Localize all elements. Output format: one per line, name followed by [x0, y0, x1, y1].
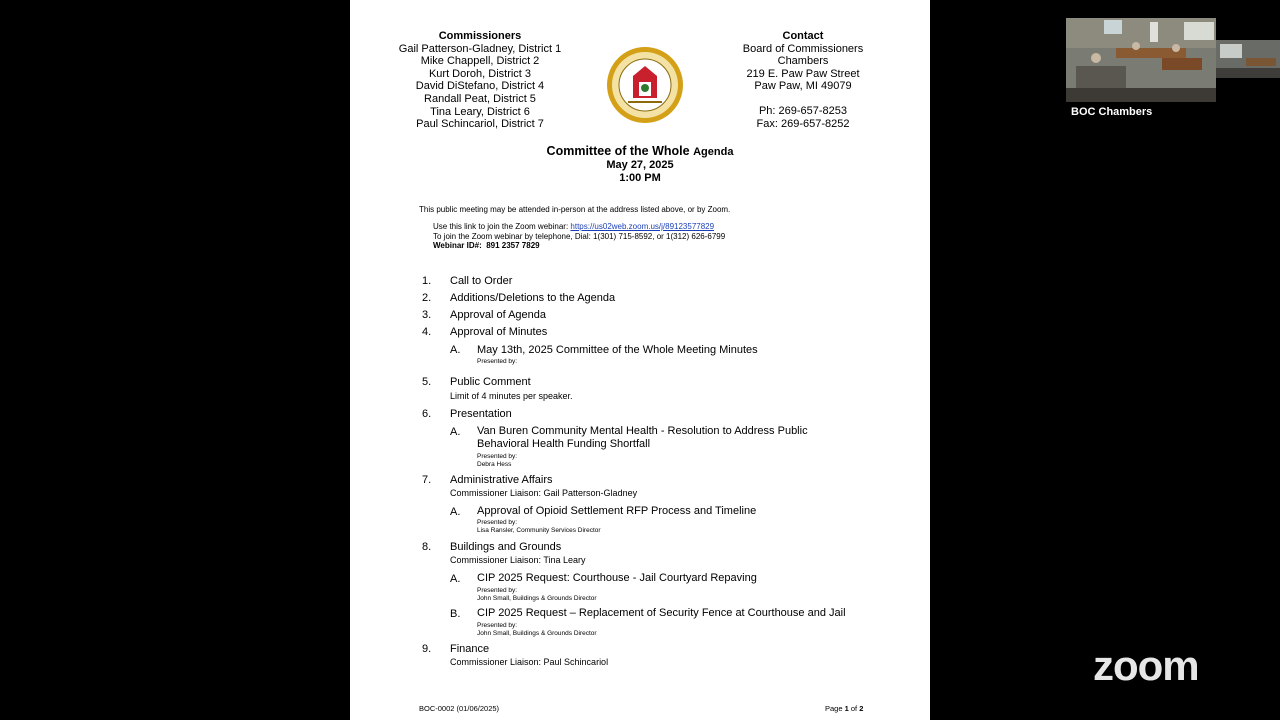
public-comment-note: Limit of 4 minutes per speaker. [450, 391, 573, 401]
presented-by-label: Presented by: [477, 358, 518, 365]
agenda-title: Committee of the Whole Agenda [546, 144, 734, 158]
item-number: 8. [422, 541, 432, 553]
subitem-presentation: Van Buren Community Mental Health - Resolution to Address Public Behavioral Health Funding Shortfall [477, 425, 808, 450]
item-number: 2. [422, 292, 432, 304]
room-scene-icon [1216, 40, 1280, 78]
contact-phone: Ph: 269-657-8253 [758, 104, 848, 117]
presented-by-block: Presented by: John Small, Buildings & Grounds Director [477, 587, 597, 602]
item-public-comment: Public Comment [450, 376, 531, 388]
subitem-opioid-rfp: Approval of Opioid Settlement RFP Process and Timeline [477, 505, 757, 517]
presented-by-block: Presented by: Lisa Ransler, Community Services Director [477, 519, 601, 534]
item-number: 4. [422, 326, 432, 338]
agenda-date: May 27, 2025 [606, 159, 674, 171]
item-finance: Finance [450, 643, 490, 655]
item-number: 9. [422, 643, 432, 655]
zoom-link[interactable]: https://us02web.zoom.us/j/89123577829 [570, 222, 715, 231]
participant-video-secondary[interactable] [1216, 40, 1280, 78]
contact-heading: Contact [782, 30, 824, 42]
item-approval-minutes: Approval of Minutes [450, 326, 548, 338]
presented-by-block: Presented by: Debra Hess [477, 453, 518, 468]
contact-block [723, 30, 883, 130]
room-scene-icon [1066, 18, 1216, 102]
presented-by-block: Presented by: John Small, Buildings & Grounds Director [477, 622, 597, 637]
item-additions-deletions: Additions/Deletions to the Agenda [450, 292, 616, 304]
item-buildings-grounds: Buildings and Grounds [450, 541, 562, 553]
commissioner-3: Kurt Doroh, District 3 [428, 67, 532, 80]
webinar-label: Webinar ID#: [433, 241, 482, 250]
zoom-logo: zoom [1093, 642, 1199, 689]
item-administrative-affairs: Administrative Affairs [450, 474, 553, 486]
zoom-link-prefix: Use this link to join the Zoom webinar: [433, 222, 569, 231]
item-number: 6. [422, 408, 432, 420]
admin-liaison: Commissioner Liaison: Gail Patterson-Gladney [450, 488, 638, 498]
commissioner-4: David DiStefano, District 4 [415, 80, 545, 93]
contact-line-1: Board of Commissioners [742, 42, 864, 55]
shared-document [350, 0, 930, 720]
subitem-letter: A. [450, 426, 461, 438]
subitem-minutes: May 13th, 2025 Committee of the Whole Meeting Minutes [477, 344, 758, 356]
commissioner-5: Randall Peat, District 5 [424, 92, 536, 105]
commissioners-block [380, 30, 580, 131]
contact-line-4: Paw Paw, MI 49079 [754, 80, 852, 93]
participant-label: BOC Chambers [1071, 106, 1153, 118]
item-presentation: Presentation [450, 408, 512, 420]
webinar-id: 891 2357 7829 [486, 241, 540, 250]
subitem-letter: A. [450, 573, 461, 585]
item-number: 3. [422, 309, 432, 321]
subitem-letter: B. [450, 608, 461, 620]
item-number: 7. [422, 474, 432, 486]
bg-liaison: Commissioner Liaison: Tina Leary [450, 555, 586, 565]
subitem-letter: A. [450, 506, 461, 518]
contact-line-2: Chambers [777, 55, 829, 68]
item-approval-agenda: Approval of Agenda [450, 309, 547, 321]
item-call-to-order: Call to Order [450, 275, 513, 287]
commissioner-7: Paul Schincariol, District 7 [416, 118, 544, 131]
zoom-info [433, 222, 725, 251]
item-number: 1. [422, 275, 432, 287]
zoom-phone-line: To join the Zoom webinar by telephone, Dial: 1(301) 715-8592, or 1(312) 626-6799 [433, 231, 726, 241]
meeting-notice: This public meeting may be attended in-person at the address listed above, or by Zoom. [419, 205, 731, 214]
commissioner-6: Tina Leary, District 6 [430, 105, 530, 118]
agenda-time: 1:00 PM [619, 172, 661, 184]
commissioner-2: Mike Chappell, District 2 [420, 55, 540, 68]
subitem-security-fence: CIP 2025 Request – Replacement of Security Fence at Courthouse and Jail [477, 607, 846, 619]
item-number: 5. [422, 376, 432, 388]
form-id: BOC-0002 (01/06/2025) [419, 704, 500, 713]
contact-line-3: 219 E. Paw Paw Street [746, 67, 860, 80]
subitem-letter: A. [450, 344, 461, 356]
contact-fax: Fax: 269-657-8252 [756, 117, 850, 130]
commissioners-heading: Commissioners [438, 30, 522, 42]
participant-video[interactable] [1066, 18, 1216, 102]
page-indicator: Page 1 of 2 [825, 704, 864, 713]
county-seal-icon [606, 46, 684, 124]
commissioner-1: Gail Patterson-Gladney, District 1 [398, 42, 562, 55]
subitem-courtyard-repaving: CIP 2025 Request: Courthouse - Jail Courtyard Repaving [477, 572, 757, 584]
finance-liaison: Commissioner Liaison: Paul Schincariol [450, 657, 609, 667]
